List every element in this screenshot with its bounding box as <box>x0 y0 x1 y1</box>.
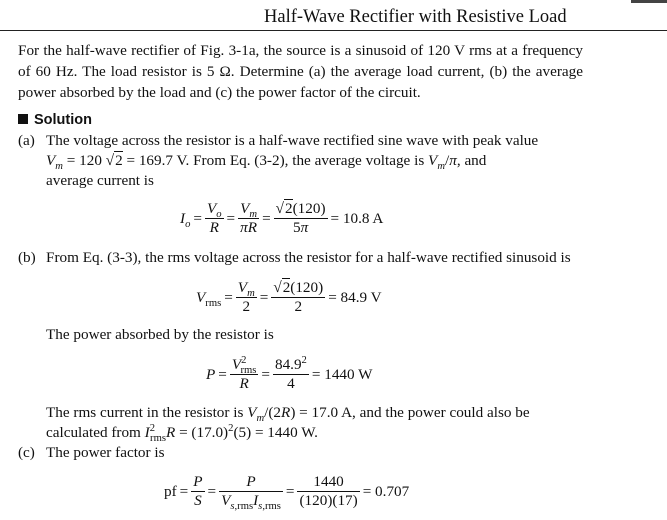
part-a-line3: average current is <box>46 172 154 189</box>
power-equation: P = $\frac{V^2_{rms}}{R}$ = $\frac{84.9^2}{4}$ = 1440 W <box>206 354 373 392</box>
page-title: Half-Wave Rectifier with Resistive Load <box>264 7 567 27</box>
vrms-equation: $V_{rms}$ = $\frac{V_m}{2}$ = $\frac{√2(120)}{2}$ = 84.9 V <box>196 279 382 315</box>
square-bullet-icon <box>18 114 28 124</box>
part-a-marker: (a) <box>18 132 35 149</box>
header-rule <box>0 30 667 31</box>
power-intro: The power absorbed by the resistor is <box>46 326 274 343</box>
problem-statement: For the half-wave rectifier of Fig. 3-1a, the source is a sinusoid of 120 V rms at a frequency of 60 Hz. The load resistor is 5 Ω. Determine (a) the average load current, (b) the average power absorbed by the load and (c) the power factor of the circuit. <box>18 42 583 101</box>
irms-line: The rms current in the resistor is $V_m/(2R) = 17.0$ A, and the power could also be <box>46 404 530 425</box>
part-c-line1: The power factor is <box>46 444 165 461</box>
solution-heading: Solution <box>18 110 92 130</box>
part-b-marker: (b) <box>18 249 36 266</box>
avg-current-equation: $I_o$ = $\frac{V_o}{R}$ = $\frac{V_m}{\pi R}$ = $\frac{√2(120)}{5\pi}$ = 10.8 A <box>180 200 384 236</box>
power-factor-equation: pf = $\frac{P}{S}$ = $\frac{P}{V_{s,rms}I_{s,rms}}$ = $\frac{1440}{(120)(17)}$ = 0.707 <box>164 473 410 513</box>
part-b-line1: From Eq. (3-3), the rms voltage across the resistor for a half-wave rectified sinusoid is <box>46 249 571 266</box>
part-a-line1: The voltage across the resistor is a half-wave rectified sine wave with peak value <box>46 132 539 149</box>
page-corner-tab <box>631 0 667 3</box>
part-a-line2: $V_m = 120$ √2 = 169.7 V. From Eq. (3-2), the average voltage is $V_m/\pi$, and <box>46 152 487 173</box>
calc-line: calculated from $I^2_{rms}R = (17.0)^2(5) = 1440$ W. <box>46 422 318 445</box>
part-c-marker: (c) <box>18 444 35 461</box>
